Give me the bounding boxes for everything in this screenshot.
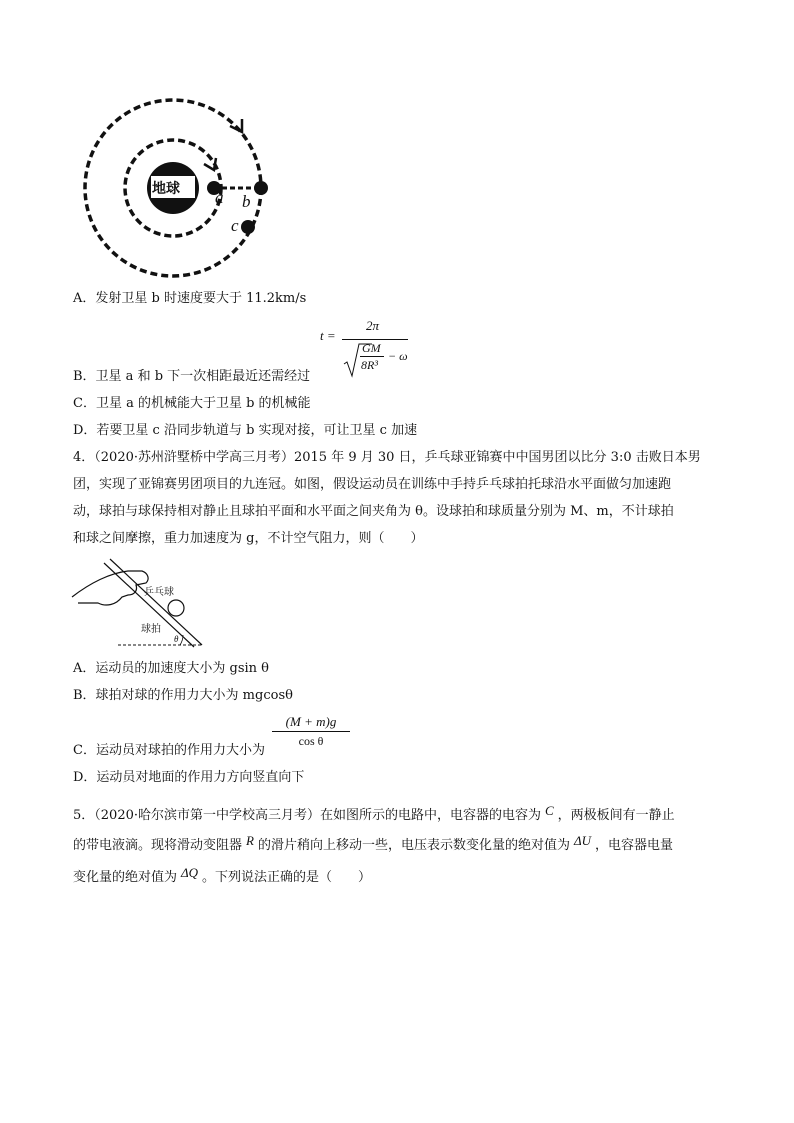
- q5-line1-part1: 5．（2020·哈尔滨市第一中学校高三月考）在如图所示的电路中，电容器的电容为: [73, 808, 541, 823]
- hand-icon: [72, 571, 148, 605]
- paddle-label: 球拍: [141, 624, 161, 635]
- q4-option-a: A．运动员的加速度大小为 gsin θ: [73, 661, 270, 676]
- c-formula-denominator: cos θ: [298, 734, 324, 748]
- angle-arc: [180, 635, 183, 645]
- earth-label: 地球: [152, 181, 180, 197]
- q5-stem-line3: [73, 864, 371, 887]
- root-fraction-bar: [360, 356, 384, 357]
- symbol-c: C: [545, 803, 554, 818]
- q5-stem-line1: [73, 802, 675, 825]
- q3-option-d: D．若要卫星 c 沿同步轨道与 b 实现对接，可让卫星 c 加速: [73, 423, 418, 438]
- ball-icon: [168, 600, 184, 616]
- satellite-c: [241, 220, 255, 234]
- satellite-b: [254, 181, 268, 195]
- q4-stem-line3: 动，球拍与球保持相对静止且球拍平面和水平面之间夹角为 θ。设球拍和球质量分别为 M、m，不计球拍: [73, 504, 674, 519]
- fraction-bar: [342, 339, 408, 340]
- q3-option-c: C．卫星 a 的机械能大于卫星 b 的机械能: [73, 396, 311, 411]
- q4-stem-line2: 团，实现了亚锦赛男团项目的九连冠。如图，假设运动员在训练中手持乒乓球拍托球沿水平面做匀加速跑: [73, 477, 672, 492]
- root-denominator: 8R³: [361, 358, 378, 372]
- q3-option-b: B．卫星 a 和 b 下一次相距最近还需经过: [73, 369, 311, 384]
- q5-line2-part1: 的带电液滴。现将滑动变阻器: [73, 838, 243, 853]
- q5-line2-part2: 的滑片稍向上移动一些，电压表示数变化量的绝对值为: [257, 838, 570, 853]
- q5-stem-line2: [73, 832, 673, 855]
- symbol-delta-q: ΔQ: [181, 865, 199, 880]
- formula-numerator: 2π: [366, 318, 380, 333]
- q4-option-d: D．运动员对地面的作用力方向竖直向下: [73, 770, 305, 785]
- formula-tail: − ω: [388, 349, 408, 363]
- q4-c-formula: [272, 713, 350, 750]
- q4-option-c: C．运动员对球拍的作用力大小为: [73, 743, 265, 758]
- q4-stem-line1: 4．（2020·苏州浒墅桥中学高三月考）2015 年 9 月 30 日，乒乓球亚锦赛中中国男团以比分 3:0 击败日本男: [73, 450, 701, 465]
- ball-label: 乒乓球: [144, 587, 174, 598]
- q5-line1-part2: ，两极板间有一静止: [557, 808, 675, 823]
- q3-b-formula: [320, 318, 430, 378]
- symbol-r: R: [246, 833, 254, 848]
- orbit-diagram: [80, 96, 280, 280]
- label-c: c: [231, 216, 239, 235]
- formula-lhs: t =: [320, 328, 336, 343]
- q4-option-b: B．球拍对球的作用力大小为 mgcosθ: [73, 688, 293, 703]
- q5-line3-part1: 变化量的绝对值为: [73, 870, 178, 885]
- label-b: b: [242, 192, 251, 211]
- label-a: a: [215, 188, 224, 207]
- q3-option-a: A．发射卫星 b 时速度要大于 11.2km/s: [73, 291, 307, 306]
- paddle-diagram: [70, 555, 215, 650]
- angle-label: θ: [174, 634, 179, 644]
- q5-line3-part2: 。下列说法正确的是（ ）: [202, 870, 372, 885]
- root-numerator: GM: [362, 341, 381, 355]
- q5-line2-part3: ，电容器电量: [595, 838, 674, 853]
- symbol-delta-u: ΔU: [573, 833, 592, 848]
- c-formula-numerator: (M + m)g: [272, 713, 350, 732]
- q4-stem-line4: 和球之间摩擦，重力加速度为 g，不计空气阻力，则（ ）: [73, 531, 424, 546]
